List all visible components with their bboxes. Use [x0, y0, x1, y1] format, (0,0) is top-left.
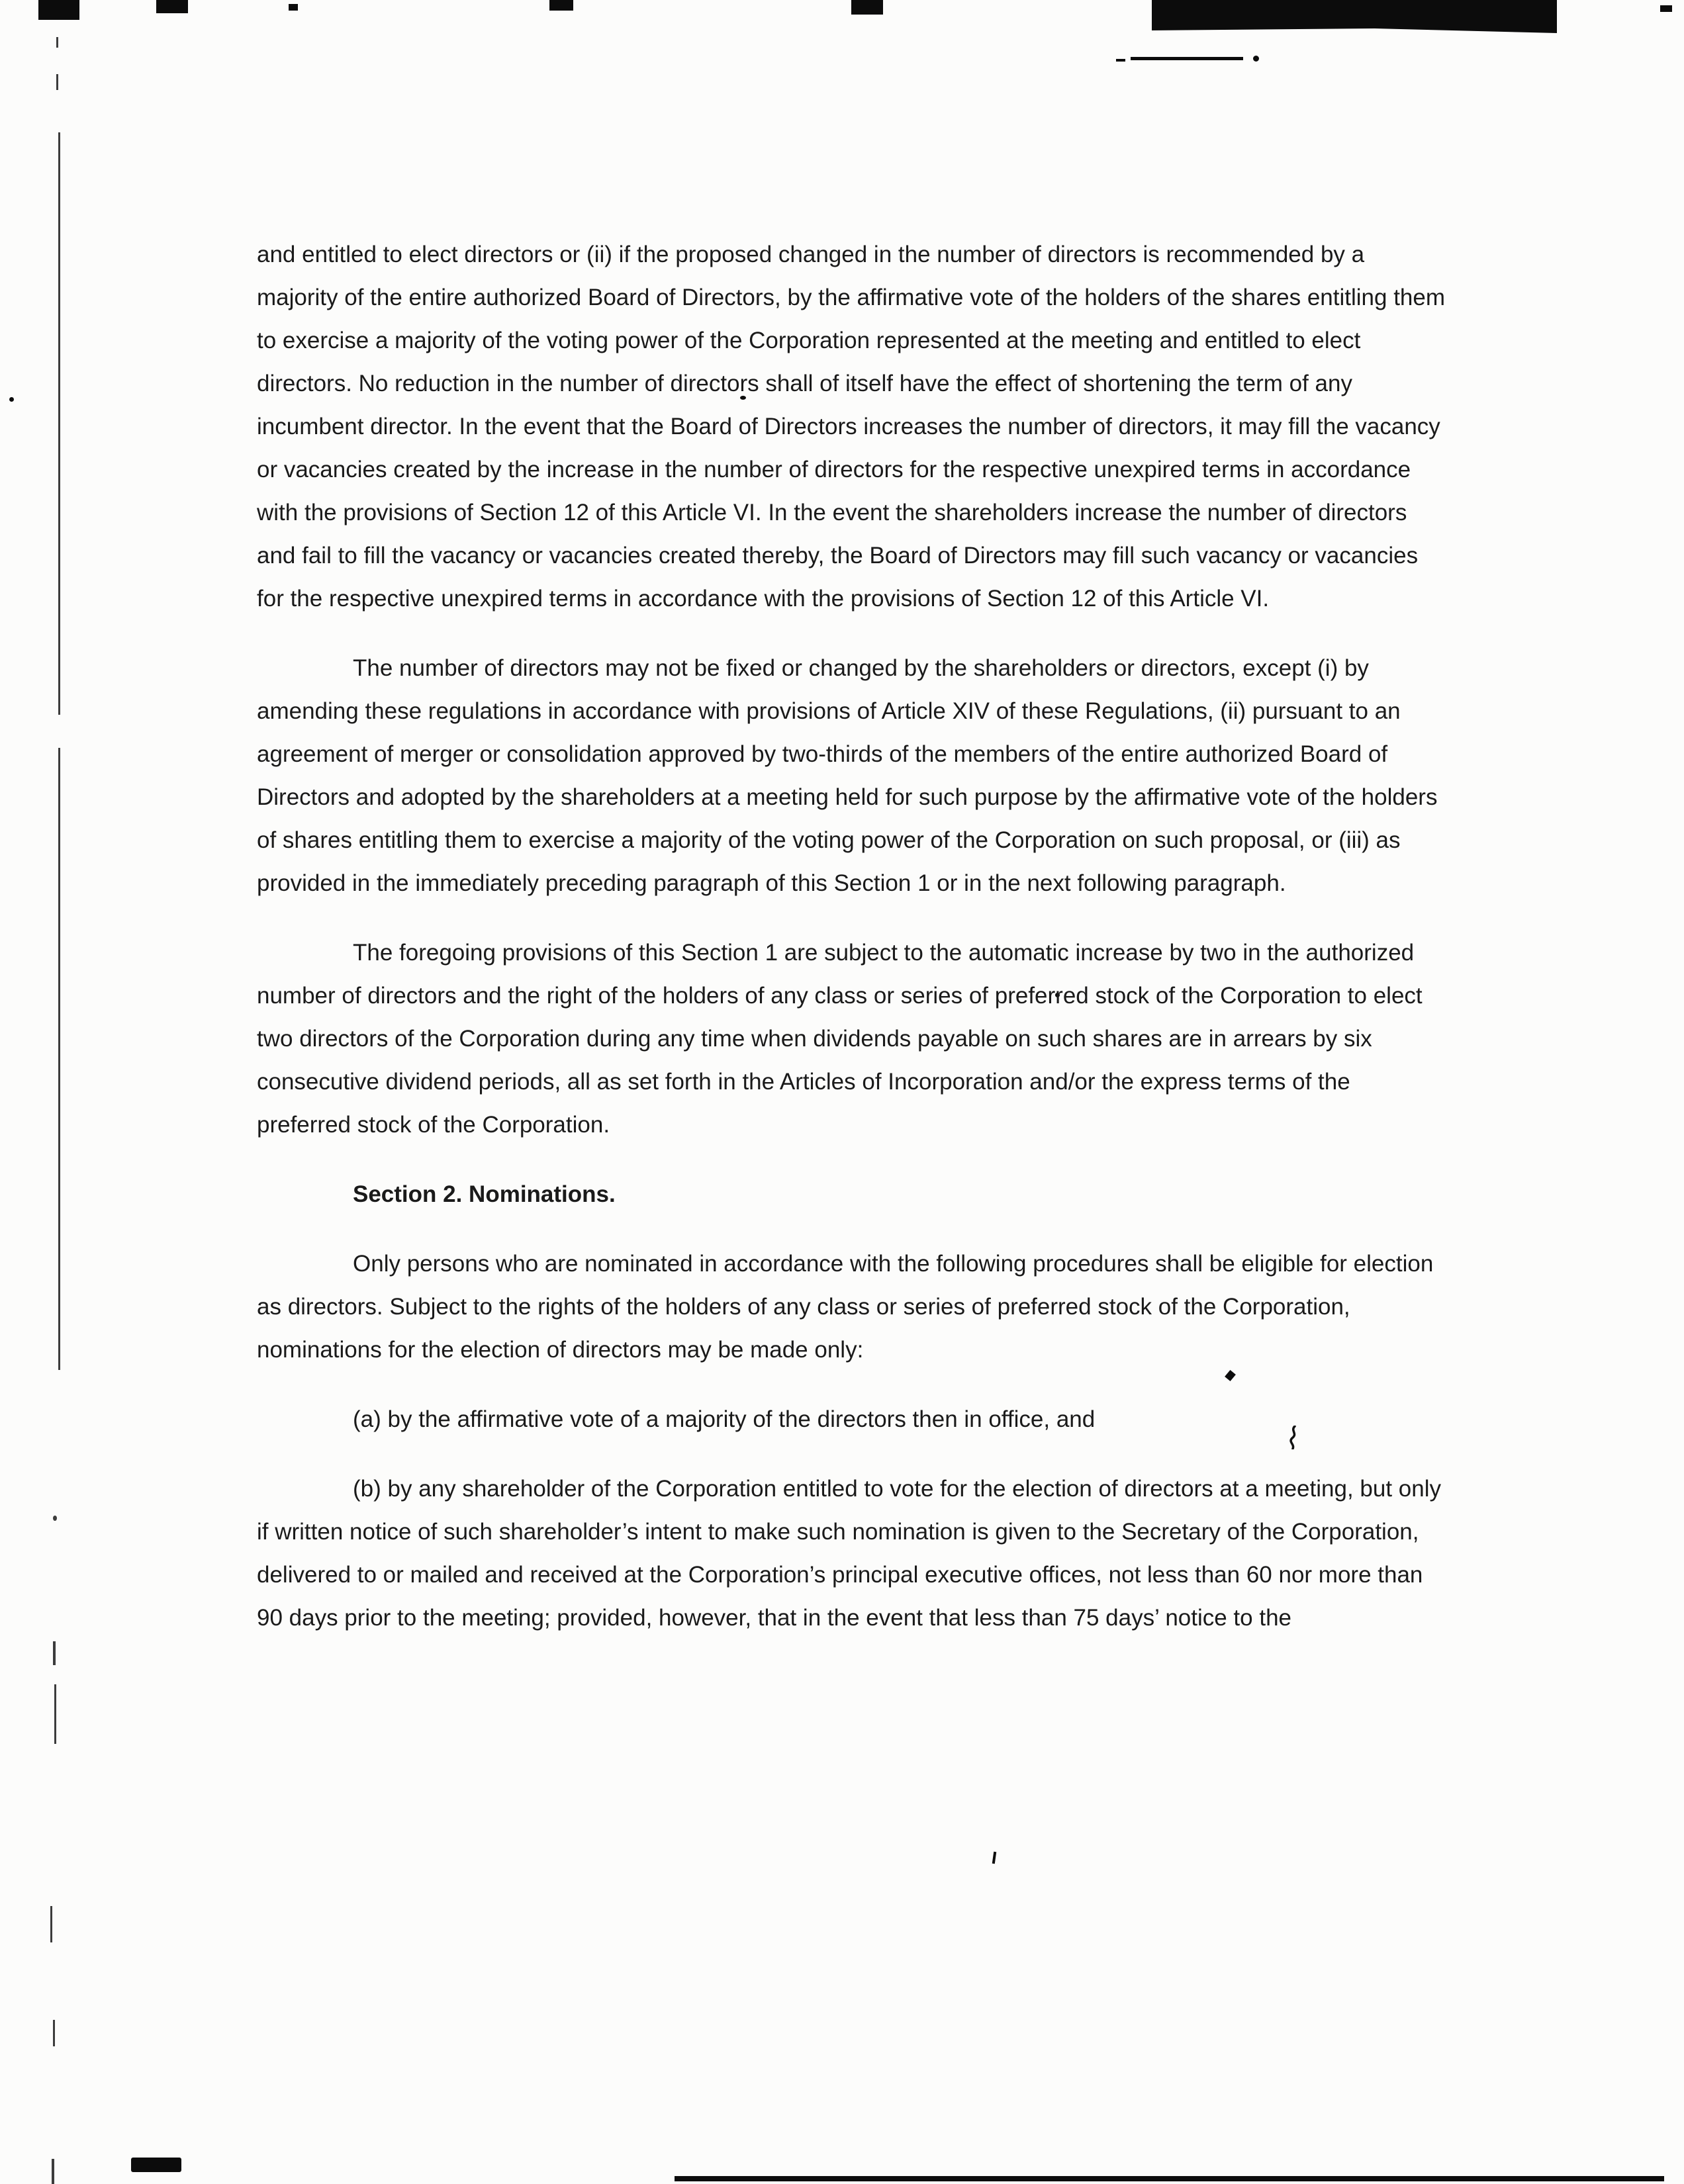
left-margin-line-segment-1	[58, 132, 60, 715]
left-margin-line-segment-2	[58, 748, 60, 1370]
left-margin-tick-2	[54, 1684, 56, 1744]
paragraph-foregoing-provisions: The foregoing provisions of this Section 1 are subject to the automatic increase by two in the authorized number of directors and the right of the holders of any class or series of preferred stock of the Corporation to elect two directors of the Corporation during any time when dividends payable on such shares are in arrears by six consecutive dividend periods, all as set forth in the Articles of Incorporation and/or the express terms of the preferred stock of the Corporation.	[257, 940, 1423, 1138]
scan-artifact-top-mark-4	[549, 0, 573, 11]
left-margin-tick-1	[53, 1641, 56, 1665]
scan-artifact-top-mark-5	[851, 0, 883, 15]
apostrophe-speck	[992, 1852, 996, 1864]
left-margin-tick-3	[50, 1906, 52, 1942]
list-item-a: (a) by the affirmative vote of a majority of the directors then in office, and	[353, 1406, 1096, 1432]
list-item-b: (b) by any shareholder of the Corporation entitled to vote for the election of directors at a meeting, but only if written notice of such shareholder’s intent to make such nomination is given to the Secretary of the Corporation, delivered to or mailed and received at the Corporation’s principal executive offices, not less than 60 nor more than 90 days prior to the meeting; provided, however, that in the event that less than 75 days’ notice to the	[257, 1476, 1441, 1631]
dash-mark-dots	[1116, 59, 1125, 62]
scan-artifact-bottom-line	[675, 2176, 1664, 2181]
section-2-heading: Section 2. Nominations.	[353, 1181, 616, 1207]
left-margin-tick-5	[52, 2159, 54, 2184]
dash-mark-line	[1131, 57, 1243, 60]
left-edge-speck	[9, 397, 14, 402]
paragraph-nominations-intro: Only persons who are nominated in accordance with the following procedures shall be eligible for election as directors. Subject to the rights of the holders of any class or series of preferred stock of the Corporation, nominations for the election of directors may be made only:	[257, 1251, 1434, 1363]
scan-artifact-top-bar	[1152, 0, 1557, 33]
scan-artifact-top-mark-3	[289, 4, 298, 11]
scan-artifact-bottom-blob	[131, 2158, 181, 2172]
scan-artifact-top-mark-1	[38, 0, 79, 20]
scan-artifact-top-right-mark	[1660, 5, 1672, 12]
scan-artifact-top-mark-2	[156, 0, 188, 13]
left-margin-dot-1	[53, 1516, 57, 1521]
left-margin-tick-top-1	[56, 37, 58, 48]
left-margin-tick-4	[53, 2020, 55, 2046]
dash-mark-dot	[1253, 56, 1259, 62]
left-margin-tick-top-2	[56, 74, 58, 90]
paragraph-fixed-or-changed: The number of directors may not be fixed or changed by the shareholders or directors, except (i) by amending these regulations in accordance with provisions of Article XIV of these Regulations, (ii) pursuant to an agreement of merger or consolidation approved by two-thirds of the members of the entire authorized Board of Directors and adopted by the shareholders at a meeting held for such purpose by the affirmative vote of the holders of shares entitling them to exercise a majority of the voting power of the Corporation on such proposal, or (iii) as provided in the immediately preceding paragraph of this Section 1 or in the next following paragraph.	[257, 655, 1438, 896]
paragraph-continuation: and entitled to elect directors or (ii) if the proposed changed in the number of directors is recommended by a majority of the entire authorized Board of Directors, by the affirmative vote of the holders of the shares entitling them to exercise a majority of the voting power of the Corporation represented at the meeting and entitled to elect directors. No reduction in the number of directors shall of itself have the effect of shortening the term of any incumbent director. In the event that the Board of Directors increases the number of directors, it may fill the vacancy or vacancies created by the increase in the number of directors for the respective unexpired terms in accordance with the provisions of Section 12 of this Article VI. In the event the shareholders increase the number of directors and fail to fill the vacancy or vacancies created thereby, the Board of Directors may fill such vacancy or vacancies for the respective unexpired terms in accordance with the provisions of Section 12 of this Article VI.	[257, 242, 1445, 612]
document-text	[257, 233, 1445, 1666]
